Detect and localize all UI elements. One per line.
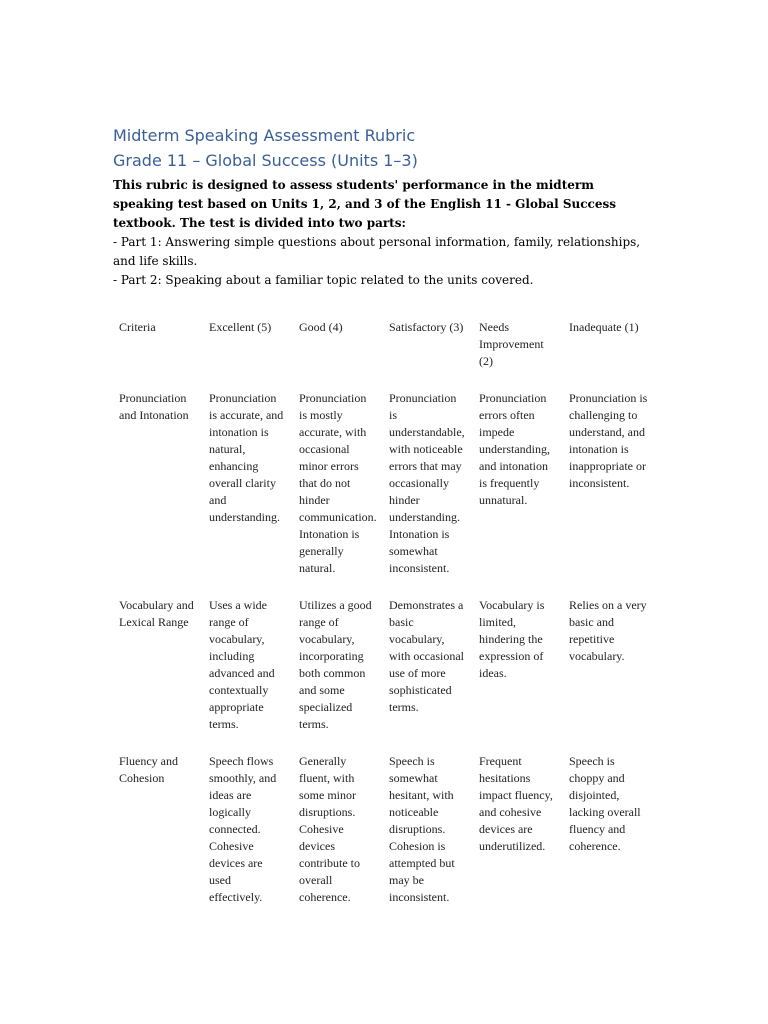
- document-subtitle: Grade 11 – Global Success (Units 1–3): [113, 151, 418, 170]
- criteria-cell: Fluency and Cohesion: [119, 754, 178, 785]
- intro-paragraph: This rubric is designed to assess students' performance in the midterm speaking test based on Units 1, 2, and 3 of the English 11 - Global Success textbook. The test is divided into two parts:: [113, 178, 616, 230]
- header-needs-improvement: Needs Improvement (2): [479, 320, 544, 368]
- part-1-description: - Part 1: Answering simple questions about personal information, family, relationships, and life skills.: [113, 235, 641, 268]
- table-cell: Generally fluent, with some minor disruptions. Cohesive devices contribute to overall coherence.: [299, 754, 360, 904]
- table-row: [113, 589, 656, 745]
- table-cell: Pronunciation errors often impede understanding, and intonation is frequently unnatural.: [479, 391, 550, 507]
- table-cell: Speech flows smoothly, and ideas are logically connected. Cohesive devices are used effectively.: [209, 754, 277, 904]
- intro-section: [113, 176, 658, 290]
- document-title: Midterm Speaking Assessment Rubric: [113, 126, 416, 145]
- table-row: [113, 745, 656, 914]
- table-cell: Pronunciation is understandable, with noticeable errors that may occasionally hinder understanding. Intonation is somewhat inconsistent.: [389, 391, 465, 575]
- table-cell: Vocabulary is limited, hindering the expression of ideas.: [479, 598, 545, 680]
- table-cell: Demonstrates a basic vocabulary, with occasional use of more sophisticated terms.: [389, 598, 464, 714]
- part-2-description: - Part 2: Speaking about a familiar topic related to the units covered.: [113, 273, 534, 287]
- table-row: [113, 382, 656, 589]
- header-satisfactory: Satisfactory (3): [389, 320, 464, 334]
- criteria-cell: Vocabulary and Lexical Range: [119, 598, 194, 629]
- header-good: Good (4): [299, 320, 343, 334]
- table-cell: Frequent hesitations impact fluency, and cohesive devices are underutilized.: [479, 754, 553, 853]
- header-inadequate: Inadequate (1): [569, 320, 639, 334]
- rubric-table: [113, 313, 656, 914]
- table-cell: Relies on a very basic and repetitive vocabulary.: [569, 598, 647, 663]
- table-cell: Pronunciation is accurate, and intonation is natural, enhancing overall clarity and understanding.: [209, 391, 284, 524]
- table-cell: Uses a wide range of vocabulary, including advanced and contextually appropriate terms.: [209, 598, 275, 731]
- table-cell: Speech is somewhat hesitant, with noticeable disruptions. Cohesion is attempted but may be inconsistent.: [389, 754, 455, 904]
- table-cell: Pronunciation is challenging to understand, and intonation is inappropriate or inconsistent.: [569, 391, 648, 490]
- header-criteria: Criteria: [119, 320, 156, 334]
- table-header-row: [113, 313, 656, 382]
- table-cell: Speech is choppy and disjointed, lacking overall fluency and coherence.: [569, 754, 641, 853]
- table-cell: Pronunciation is mostly accurate, with occasional minor errors that do not hinder communication. Intonation is generally natural.: [299, 391, 377, 575]
- header-excellent: Excellent (5): [209, 320, 272, 334]
- table-cell: Utilizes a good range of vocabulary, incorporating both common and some specialized terms.: [299, 598, 372, 731]
- criteria-cell: Pronunciation and Intonation: [119, 391, 189, 422]
